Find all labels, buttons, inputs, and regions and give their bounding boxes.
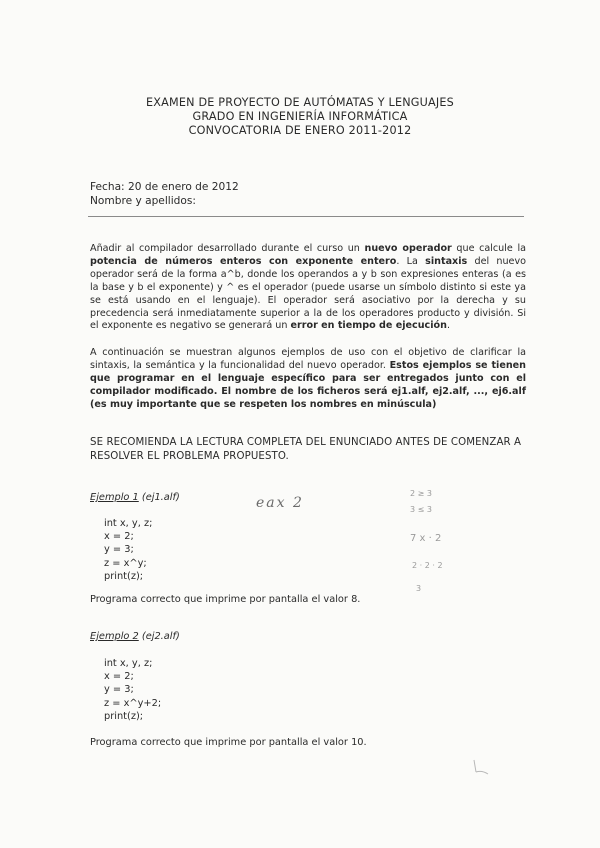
code-line: z = x^y; [104, 557, 147, 569]
handwritten-scribble: 3 ≤ 3 [410, 505, 432, 514]
example-1-code [104, 517, 152, 583]
handwritten-scribble: 7 x · 2 [410, 533, 442, 544]
pencil-mark [470, 758, 492, 778]
code-line: int x, y, z; [104, 658, 153, 669]
code-line: x = 2; [104, 531, 134, 543]
code-line: x = 2; [104, 671, 134, 683]
header-line-2: GRADO EN INGENIERÍA INFORMÁTICA [192, 110, 408, 123]
example-2-caption: Programa correcto que imprime por pantalla el valor 10. [90, 737, 367, 748]
header-line-3: CONVOCATORIA DE ENERO 2011-2012 [188, 124, 412, 137]
code-line: print(z); [104, 710, 144, 722]
divider-line [88, 216, 524, 217]
exam-date: Fecha: 20 de enero de 2012 [90, 181, 239, 193]
header-line-1: EXAMEN DE PROYECTO DE AUTÓMATAS Y LENGUAJES [146, 96, 454, 109]
handwritten-scribble: 2 · 2 · 2 [412, 561, 443, 570]
recommendation-note: SE RECOMIENDA LA LECTURA COMPLETA DEL ENUNCIADO ANTES DE COMENZAR A RESOLVER EL PROBLEMA PROPUESTO. [90, 437, 522, 463]
name-field-label: Nombre y apellidos: [90, 195, 196, 207]
code-line: y = 3; [104, 684, 134, 696]
example-1-caption: Programa correcto que imprime por pantalla el valor 8. [90, 594, 361, 605]
handwritten-note: eax 2 [256, 495, 304, 511]
example-1-title: Ejemplo 1 (ej1.alf) [90, 492, 180, 503]
code-line: print(z); [104, 570, 144, 582]
code-line: y = 3; [104, 544, 134, 556]
handwritten-scribble: 3 [416, 584, 422, 593]
example-2-title: Ejemplo 2 (ej2.alf) [90, 631, 180, 642]
example-2-code [104, 657, 161, 723]
statement-paragraph: Añadir al compilador desarrollado durante el curso un nuevo operador que calcule la potencia de números enteros con exponente entero. La sintaxis del nuevo operador será de la forma a^b, donde los operandos a y b son expresiones enteras (a es la base y b el exponente) y ^ es el operador (puede usarse un símbolo distinto si este ya se está usando en el lenguaje). El operador será asociativo por la derecha y su precedencia será inmediatamente superior a la de los operadores producto y división. Si el exponente es negativo se generará un error en tiempo de ejecución. [90, 243, 527, 332]
handwritten-scribble: 2 ≥ 3 [410, 489, 432, 498]
examples-paragraph: A continuación se muestran algunos ejemplos de uso con el objetivo de clarificar la sintaxis, la semántica y la funcionalidad del nuevo operador. Estos ejemplos se tienen que programar en el lenguaje específico para ser entregados junto con el compilador modificado. El nombre de los ficheros será ej1.alf, ej2.alf, ..., ej6.alf (es muy importante que se respeten los nombres en minúscula) [90, 347, 527, 410]
code-line: int x, y, z; [104, 518, 153, 529]
code-line: z = x^y+2; [104, 697, 162, 709]
